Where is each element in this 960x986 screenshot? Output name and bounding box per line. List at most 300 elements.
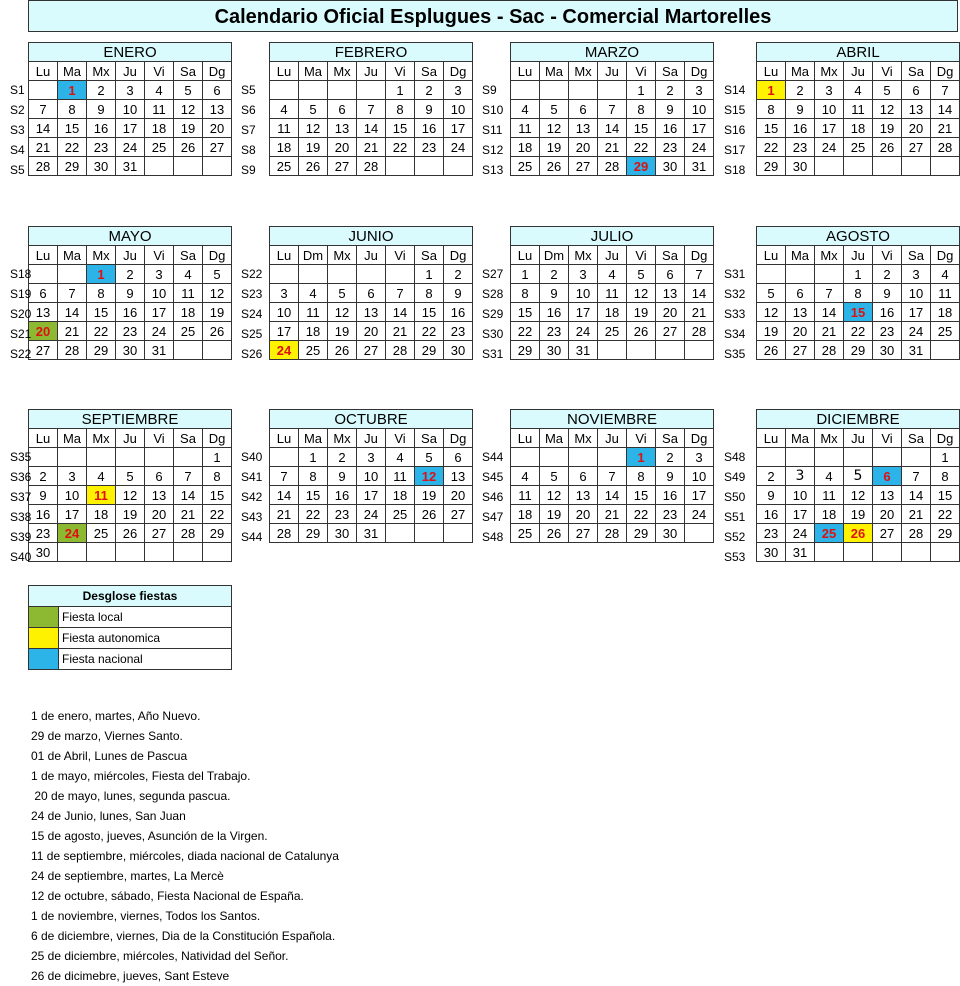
- holiday-day-cell: 11: [87, 486, 116, 505]
- empty-day-cell: [902, 543, 931, 562]
- day-cell: 11: [386, 467, 415, 486]
- day-cell: 16: [540, 303, 569, 322]
- weekday-header: Mx: [569, 429, 598, 448]
- day-cell: 30: [656, 157, 685, 176]
- weekday-header: Dm: [299, 246, 328, 265]
- month-marzo: [510, 42, 714, 176]
- empty-day-cell: [174, 157, 203, 176]
- weekday-header: Ma: [540, 62, 569, 81]
- day-cell: 14: [902, 486, 931, 505]
- empty-day-cell: [656, 341, 685, 360]
- day-cell: 16: [444, 303, 473, 322]
- week-number: S28: [482, 287, 504, 301]
- empty-day-cell: [844, 157, 873, 176]
- month-days-grid: [28, 61, 232, 176]
- day-cell: 17: [444, 119, 473, 138]
- empty-day-cell: [145, 448, 174, 467]
- day-cell: 16: [116, 303, 145, 322]
- day-cell: 4: [299, 284, 328, 303]
- month-days-grid: [269, 428, 473, 543]
- day-cell: 24: [786, 524, 815, 543]
- week-number: S40: [10, 550, 32, 564]
- day-cell: 24: [685, 138, 714, 157]
- day-cell: 23: [444, 322, 473, 341]
- weekday-header: Lu: [29, 429, 58, 448]
- month-name: OCTUBRE: [269, 409, 473, 429]
- empty-day-cell: [58, 265, 87, 284]
- day-cell: 10: [145, 284, 174, 303]
- week-number: S14: [724, 83, 746, 97]
- empty-day-cell: [386, 265, 415, 284]
- day-cell: 15: [299, 486, 328, 505]
- holiday-day-cell: 15: [844, 303, 873, 322]
- weekday-header: Mx: [815, 429, 844, 448]
- day-cell: 19: [415, 486, 444, 505]
- month-name: FEBRERO: [269, 42, 473, 62]
- month-days-grid: [756, 428, 960, 562]
- day-cell: 1: [415, 265, 444, 284]
- day-cell: 14: [931, 100, 960, 119]
- week-number: S18: [10, 267, 32, 281]
- day-cell: 12: [116, 486, 145, 505]
- empty-day-cell: [685, 524, 714, 543]
- weekday-header: Ma: [786, 246, 815, 265]
- week-number: S21: [10, 327, 32, 341]
- holiday-day-cell: 6: [873, 467, 902, 486]
- day-cell: 26: [873, 138, 902, 157]
- empty-day-cell: [598, 341, 627, 360]
- day-cell: 17: [270, 322, 299, 341]
- empty-day-cell: [299, 81, 328, 100]
- day-cell: 20: [328, 138, 357, 157]
- day-cell: 27: [656, 322, 685, 341]
- day-cell: 8: [58, 100, 87, 119]
- day-cell: 4: [145, 81, 174, 100]
- day-cell: 10: [815, 100, 844, 119]
- month-days-grid: [269, 61, 473, 176]
- day-cell: 5: [540, 100, 569, 119]
- weekday-header: Dm: [540, 246, 569, 265]
- month-days-grid: [756, 61, 960, 176]
- day-cell: 8: [386, 100, 415, 119]
- empty-day-cell: [415, 524, 444, 543]
- month-days-grid: [756, 245, 960, 360]
- day-cell: 28: [598, 524, 627, 543]
- day-cell: 18: [145, 119, 174, 138]
- week-number: S23: [241, 287, 263, 301]
- day-cell: 17: [58, 505, 87, 524]
- day-cell: 23: [656, 138, 685, 157]
- day-cell: 27: [444, 505, 473, 524]
- day-cell: 14: [58, 303, 87, 322]
- day-cell: 2: [540, 265, 569, 284]
- day-cell: 12: [174, 100, 203, 119]
- holiday-note: 29 de marzo, Viernes Santo.: [31, 729, 183, 743]
- day-cell: 9: [444, 284, 473, 303]
- day-cell: 27: [569, 524, 598, 543]
- day-cell: 11: [511, 119, 540, 138]
- day-cell: 13: [203, 100, 232, 119]
- day-cell: 2: [444, 265, 473, 284]
- weekday-header: Sa: [656, 246, 685, 265]
- day-cell: 4: [931, 265, 960, 284]
- day-cell: 20: [902, 119, 931, 138]
- day-cell: 21: [931, 119, 960, 138]
- week-number: S48: [482, 530, 504, 544]
- day-cell: 18: [815, 505, 844, 524]
- day-cell: 26: [299, 157, 328, 176]
- day-cell: 28: [815, 341, 844, 360]
- day-cell: 8: [415, 284, 444, 303]
- weekday-header: Sa: [174, 62, 203, 81]
- day-cell: 24: [116, 138, 145, 157]
- day-cell: 24: [815, 138, 844, 157]
- day-cell: 10: [569, 284, 598, 303]
- day-cell: 9: [116, 284, 145, 303]
- day-cell: 24: [357, 505, 386, 524]
- day-cell: 25: [511, 157, 540, 176]
- week-number: S41: [241, 470, 263, 484]
- day-cell: 2: [786, 81, 815, 100]
- empty-day-cell: [757, 448, 786, 467]
- month-abril: [756, 42, 960, 176]
- empty-day-cell: [87, 448, 116, 467]
- weekday-header: Ju: [598, 62, 627, 81]
- weekday-header: Ma: [58, 246, 87, 265]
- weekday-header: Lu: [270, 246, 299, 265]
- empty-day-cell: [844, 543, 873, 562]
- weekday-header: Sa: [415, 62, 444, 81]
- day-cell: 23: [540, 322, 569, 341]
- day-cell: 6: [328, 100, 357, 119]
- month-name: SEPTIEMBRE: [28, 409, 232, 429]
- holiday-day-cell: 1: [58, 81, 87, 100]
- day-cell: 23: [873, 322, 902, 341]
- holiday-day-cell: 20: [29, 322, 58, 341]
- day-cell: 19: [627, 303, 656, 322]
- weekday-header: Ju: [116, 429, 145, 448]
- day-cell: 5: [873, 81, 902, 100]
- holiday-note: 20 de mayo, lunes, segunda pascua.: [31, 789, 231, 803]
- day-cell: 10: [685, 100, 714, 119]
- day-cell: 29: [299, 524, 328, 543]
- day-cell: 21: [902, 505, 931, 524]
- empty-day-cell: [815, 543, 844, 562]
- empty-day-cell: [511, 448, 540, 467]
- day-cell: 10: [902, 284, 931, 303]
- day-cell: 9: [540, 284, 569, 303]
- weekday-header: Sa: [415, 246, 444, 265]
- weekday-header: Sa: [174, 429, 203, 448]
- week-number: S5: [10, 163, 25, 177]
- weekday-header: Mx: [569, 62, 598, 81]
- week-number: S40: [241, 450, 263, 464]
- day-cell: 11: [270, 119, 299, 138]
- day-cell: 9: [656, 100, 685, 119]
- empty-day-cell: [415, 157, 444, 176]
- weekday-header: Ma: [786, 429, 815, 448]
- day-cell: 21: [598, 138, 627, 157]
- day-cell: 21: [174, 505, 203, 524]
- weekday-header: Vi: [145, 429, 174, 448]
- day-cell: 21: [58, 322, 87, 341]
- day-cell: 3: [145, 265, 174, 284]
- empty-day-cell: [174, 543, 203, 562]
- week-number: S29: [482, 307, 504, 321]
- weekday-header: Ma: [786, 62, 815, 81]
- day-cell: 21: [815, 322, 844, 341]
- day-cell: 8: [87, 284, 116, 303]
- legend-label: Fiesta local: [62, 610, 123, 624]
- week-number: S35: [724, 347, 746, 361]
- weekday-header: Mx: [87, 246, 116, 265]
- day-cell: 16: [415, 119, 444, 138]
- day-cell: 13: [357, 303, 386, 322]
- weekday-header: Ma: [299, 62, 328, 81]
- day-cell: 11: [931, 284, 960, 303]
- month-diciembre: [756, 409, 960, 562]
- empty-day-cell: [270, 81, 299, 100]
- day-cell: 3: [357, 448, 386, 467]
- empty-day-cell: [328, 81, 357, 100]
- day-cell: 24: [145, 322, 174, 341]
- day-cell: 5: [627, 265, 656, 284]
- day-cell: 18: [598, 303, 627, 322]
- day-cell: 20: [786, 322, 815, 341]
- day-cell: 20: [569, 505, 598, 524]
- day-cell: 11: [174, 284, 203, 303]
- weekday-header: Sa: [656, 429, 685, 448]
- weekday-header: Dg: [203, 62, 232, 81]
- month-septiembre: [28, 409, 232, 562]
- day-cell: 8: [757, 100, 786, 119]
- day-cell: 10: [444, 100, 473, 119]
- week-number: S11: [482, 123, 503, 137]
- day-cell: 4: [270, 100, 299, 119]
- legend-title: Desglose fiestas: [29, 586, 231, 607]
- day-cell: 22: [415, 322, 444, 341]
- weekday-header: Mx: [328, 246, 357, 265]
- holiday-day-cell: 24: [58, 524, 87, 543]
- day-cell: 28: [357, 157, 386, 176]
- weekday-header: Lu: [757, 429, 786, 448]
- day-cell: 15: [627, 119, 656, 138]
- month-name: NOVIEMBRE: [510, 409, 714, 429]
- day-cell: 1: [386, 81, 415, 100]
- weekday-header: Lu: [270, 429, 299, 448]
- day-cell: 16: [656, 119, 685, 138]
- day-cell: 27: [357, 341, 386, 360]
- weekday-header: Vi: [145, 246, 174, 265]
- day-cell: 17: [569, 303, 598, 322]
- day-cell: 20: [656, 303, 685, 322]
- weekday-header: Dg: [444, 62, 473, 81]
- day-cell: 4: [87, 467, 116, 486]
- day-cell: 5: [299, 100, 328, 119]
- day-cell: 13: [902, 100, 931, 119]
- empty-day-cell: [203, 341, 232, 360]
- day-cell: 11: [145, 100, 174, 119]
- empty-day-cell: [569, 81, 598, 100]
- holiday-day-cell: 1: [627, 448, 656, 467]
- month-days-grid: [269, 245, 473, 360]
- week-number: S52: [724, 530, 746, 544]
- day-cell: 28: [598, 157, 627, 176]
- day-cell: 31: [902, 341, 931, 360]
- day-cell: 18: [174, 303, 203, 322]
- weekday-header: Ju: [116, 62, 145, 81]
- weekday-header: Mx: [815, 246, 844, 265]
- day-cell: 8: [627, 100, 656, 119]
- week-number: S19: [10, 287, 32, 301]
- day-cell: 16: [656, 486, 685, 505]
- day-cell: 1: [844, 265, 873, 284]
- day-cell: 2: [87, 81, 116, 100]
- week-number: S6: [241, 103, 256, 117]
- day-cell: 21: [685, 303, 714, 322]
- holiday-note: 6 de diciembre, viernes, Dia de la Constitución Española.: [31, 929, 336, 943]
- month-days-grid: [510, 61, 714, 176]
- week-number: S53: [724, 550, 746, 564]
- week-number: S34: [724, 327, 746, 341]
- day-cell: 5: [116, 467, 145, 486]
- empty-day-cell: [386, 524, 415, 543]
- month-name: JUNIO: [269, 226, 473, 246]
- empty-day-cell: [145, 543, 174, 562]
- empty-day-cell: [174, 448, 203, 467]
- day-cell: 7: [58, 284, 87, 303]
- day-cell: 17: [786, 505, 815, 524]
- week-number: S30: [482, 327, 504, 341]
- day-cell: 27: [873, 524, 902, 543]
- day-cell: 29: [415, 341, 444, 360]
- weekday-header: Ma: [540, 429, 569, 448]
- day-cell: 22: [627, 138, 656, 157]
- week-number: S51: [724, 510, 746, 524]
- day-cell: 9: [757, 486, 786, 505]
- day-cell: 2: [29, 467, 58, 486]
- empty-day-cell: [386, 157, 415, 176]
- day-cell: 30: [29, 543, 58, 562]
- day-cell: 12: [873, 100, 902, 119]
- day-cell: 29: [58, 157, 87, 176]
- day-cell: 14: [598, 119, 627, 138]
- day-cell: 22: [386, 138, 415, 157]
- holiday-day-cell: 29: [627, 157, 656, 176]
- holiday-note: 24 de septiembre, martes, La Mercè: [31, 869, 224, 883]
- day-cell: 9: [328, 467, 357, 486]
- week-number: S9: [482, 83, 497, 97]
- holiday-note: 1 de enero, martes, Año Nuevo.: [31, 709, 201, 723]
- day-cell: 20: [203, 119, 232, 138]
- day-cell: 8: [627, 467, 656, 486]
- day-cell: 1: [203, 448, 232, 467]
- month-days-grid: [510, 245, 714, 360]
- day-cell: 5: [174, 81, 203, 100]
- day-cell: 16: [29, 505, 58, 524]
- empty-day-cell: [203, 543, 232, 562]
- day-cell: 15: [757, 119, 786, 138]
- empty-day-cell: [270, 265, 299, 284]
- day-cell: 4: [511, 100, 540, 119]
- day-cell: 28: [270, 524, 299, 543]
- day-cell: 26: [415, 505, 444, 524]
- day-cell: 20: [357, 322, 386, 341]
- week-number: S36: [10, 470, 32, 484]
- day-cell: 8: [511, 284, 540, 303]
- day-cell: 27: [29, 341, 58, 360]
- day-cell: 27: [902, 138, 931, 157]
- day-cell: 10: [357, 467, 386, 486]
- weekday-header: Vi: [873, 62, 902, 81]
- day-cell: 12: [540, 486, 569, 505]
- weekday-header: Mx: [87, 62, 116, 81]
- day-cell: 2: [415, 81, 444, 100]
- day-cell: 9: [87, 100, 116, 119]
- week-number: S45: [482, 470, 504, 484]
- empty-day-cell: [357, 81, 386, 100]
- day-cell: 11: [299, 303, 328, 322]
- empty-day-cell: [931, 543, 960, 562]
- empty-day-cell: [815, 448, 844, 467]
- day-cell: 22: [844, 322, 873, 341]
- day-cell: 17: [357, 486, 386, 505]
- week-number: S49: [724, 470, 746, 484]
- week-number: S44: [241, 530, 263, 544]
- day-cell: 10: [58, 486, 87, 505]
- day-cell: 14: [386, 303, 415, 322]
- day-cell: 8: [931, 467, 960, 486]
- empty-day-cell: [203, 157, 232, 176]
- day-cell: 7: [29, 100, 58, 119]
- legend-label: Fiesta autonomica: [62, 631, 161, 645]
- day-cell: 19: [174, 119, 203, 138]
- day-cell: 19: [116, 505, 145, 524]
- day-cell: 5: [844, 467, 873, 486]
- day-cell: 19: [844, 505, 873, 524]
- day-cell: 4: [598, 265, 627, 284]
- week-number: S33: [724, 307, 746, 321]
- weekday-header: Ju: [844, 246, 873, 265]
- week-number: S27: [482, 267, 504, 281]
- weekday-header: Ju: [844, 429, 873, 448]
- day-cell: 15: [87, 303, 116, 322]
- holiday-day-cell: 24: [270, 341, 299, 360]
- day-cell: 20: [444, 486, 473, 505]
- legend-swatch-autonomica: [29, 628, 59, 648]
- day-cell: 14: [598, 486, 627, 505]
- weekday-header: Ju: [357, 246, 386, 265]
- day-cell: 1: [299, 448, 328, 467]
- weekday-header: Vi: [386, 429, 415, 448]
- legend-item-autonomica: [29, 628, 231, 649]
- weekday-header: Lu: [29, 246, 58, 265]
- day-cell: 7: [386, 284, 415, 303]
- day-cell: 18: [87, 505, 116, 524]
- month-julio: [510, 226, 714, 360]
- day-cell: 23: [786, 138, 815, 157]
- day-cell: 10: [685, 467, 714, 486]
- day-cell: 12: [540, 119, 569, 138]
- holiday-day-cell: 12: [415, 467, 444, 486]
- day-cell: 19: [203, 303, 232, 322]
- weekday-header: Ju: [598, 429, 627, 448]
- day-cell: 11: [815, 486, 844, 505]
- day-cell: 23: [656, 505, 685, 524]
- weekday-header: Dg: [931, 62, 960, 81]
- weekday-header: Lu: [511, 429, 540, 448]
- day-cell: 4: [511, 467, 540, 486]
